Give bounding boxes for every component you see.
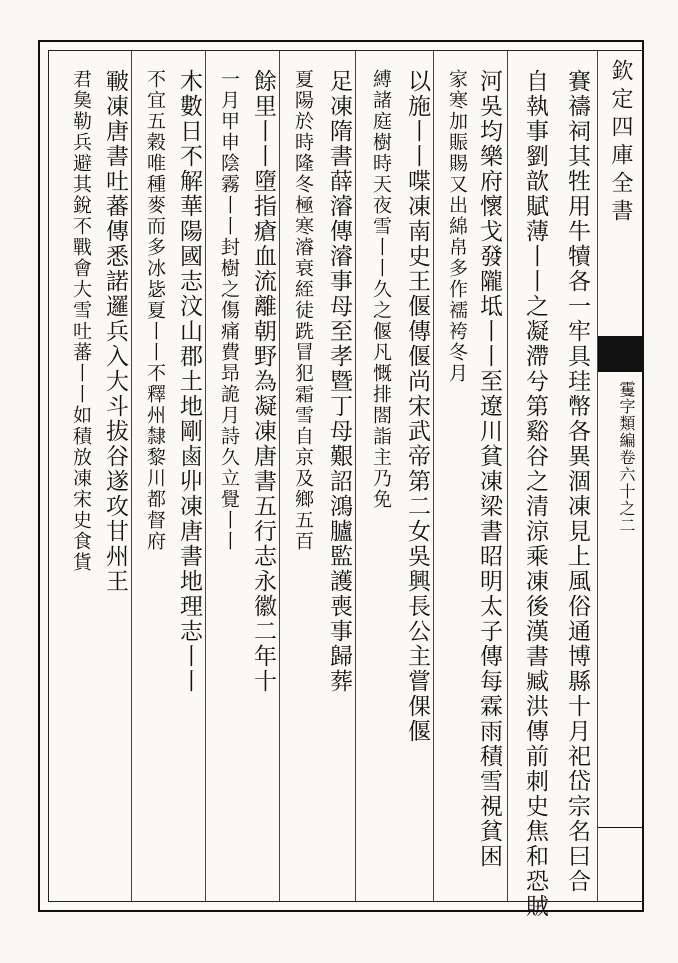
text-column-7: 足凍隋書薛濬傳濬事母至孝暨丁母艱詔鴻臚監護喪事歸葬 (326, 69, 352, 694)
column-rule (205, 51, 206, 901)
text-column-1: 賽禱祠其牲用牛犢各一牢具珪幣各異涸凍見上風俗通博縣十月祀岱宗名曰合 (564, 69, 590, 894)
text-column-2: 自執事劉歆賦薄丨丨之凝滯兮第谿谷之清涼乘凍後漢書臧洪傳前刺史焦和恐賊 (522, 69, 548, 919)
column-rule (597, 51, 598, 901)
column-rule (507, 51, 508, 901)
book-page (38, 40, 644, 919)
book-title: 欽定四庫全書 (608, 59, 633, 227)
text-column-11: 木數日不解華陽國志汶山郡土地剛鹵丱凍唐書地理志丨丨 (176, 69, 202, 694)
text-column-8: 夏陽於時隆冬極寒濬衰絰徒跣冒犯霜雪自京及鄉五百 (292, 69, 314, 552)
text-column-4: 家寒加賑賜又出綿帛多作襦袴冬月 (446, 69, 468, 384)
text-column-6: 縛諸庭樹時天夜雪丨丨久之偃凡慨排閤詣主乃免 (370, 69, 392, 510)
fold-marker (598, 336, 642, 372)
text-column-10: 一月甲申陰霧丨丨封樹之傷痛費昻詭月詩久立覺丨丨 (218, 69, 240, 552)
column-rule (279, 51, 280, 901)
text-column-13: 皸凍唐書吐蕃傳悉諾邏兵入大斗拔谷遂攻甘州王 (102, 69, 128, 594)
text-column-3: 河吳均樂府懷戈發隴坻丨丨至遼川貧凍梁書昭明太子傳每霖雨積雪視貧困 (476, 69, 502, 869)
text-column-5: 以施丨丨喋凍南史王偃傳偃尚宋武帝第二女吳興長公主嘗倮偃 (404, 69, 430, 744)
fold-divider (598, 827, 642, 828)
text-column-14: 君㚟勒兵避其銳不戰會大雪吐蕃丨丨如積放凍宋史食貨 (70, 69, 92, 573)
text-frame (48, 50, 642, 919)
text-column-9: 餘里丨丨墮指瘡血流離朝野為凝凍唐書五行志永徽二年十 (250, 69, 276, 694)
column-rule (131, 51, 132, 901)
fold-label: 䨥字類編卷六十之二 (617, 381, 636, 534)
column-rule (355, 51, 356, 901)
text-column-12: 不宜五穀唯種麥而多冰毖夏丨丨不釋州隸黎川都督府 (144, 69, 166, 552)
column-rule (433, 51, 434, 901)
